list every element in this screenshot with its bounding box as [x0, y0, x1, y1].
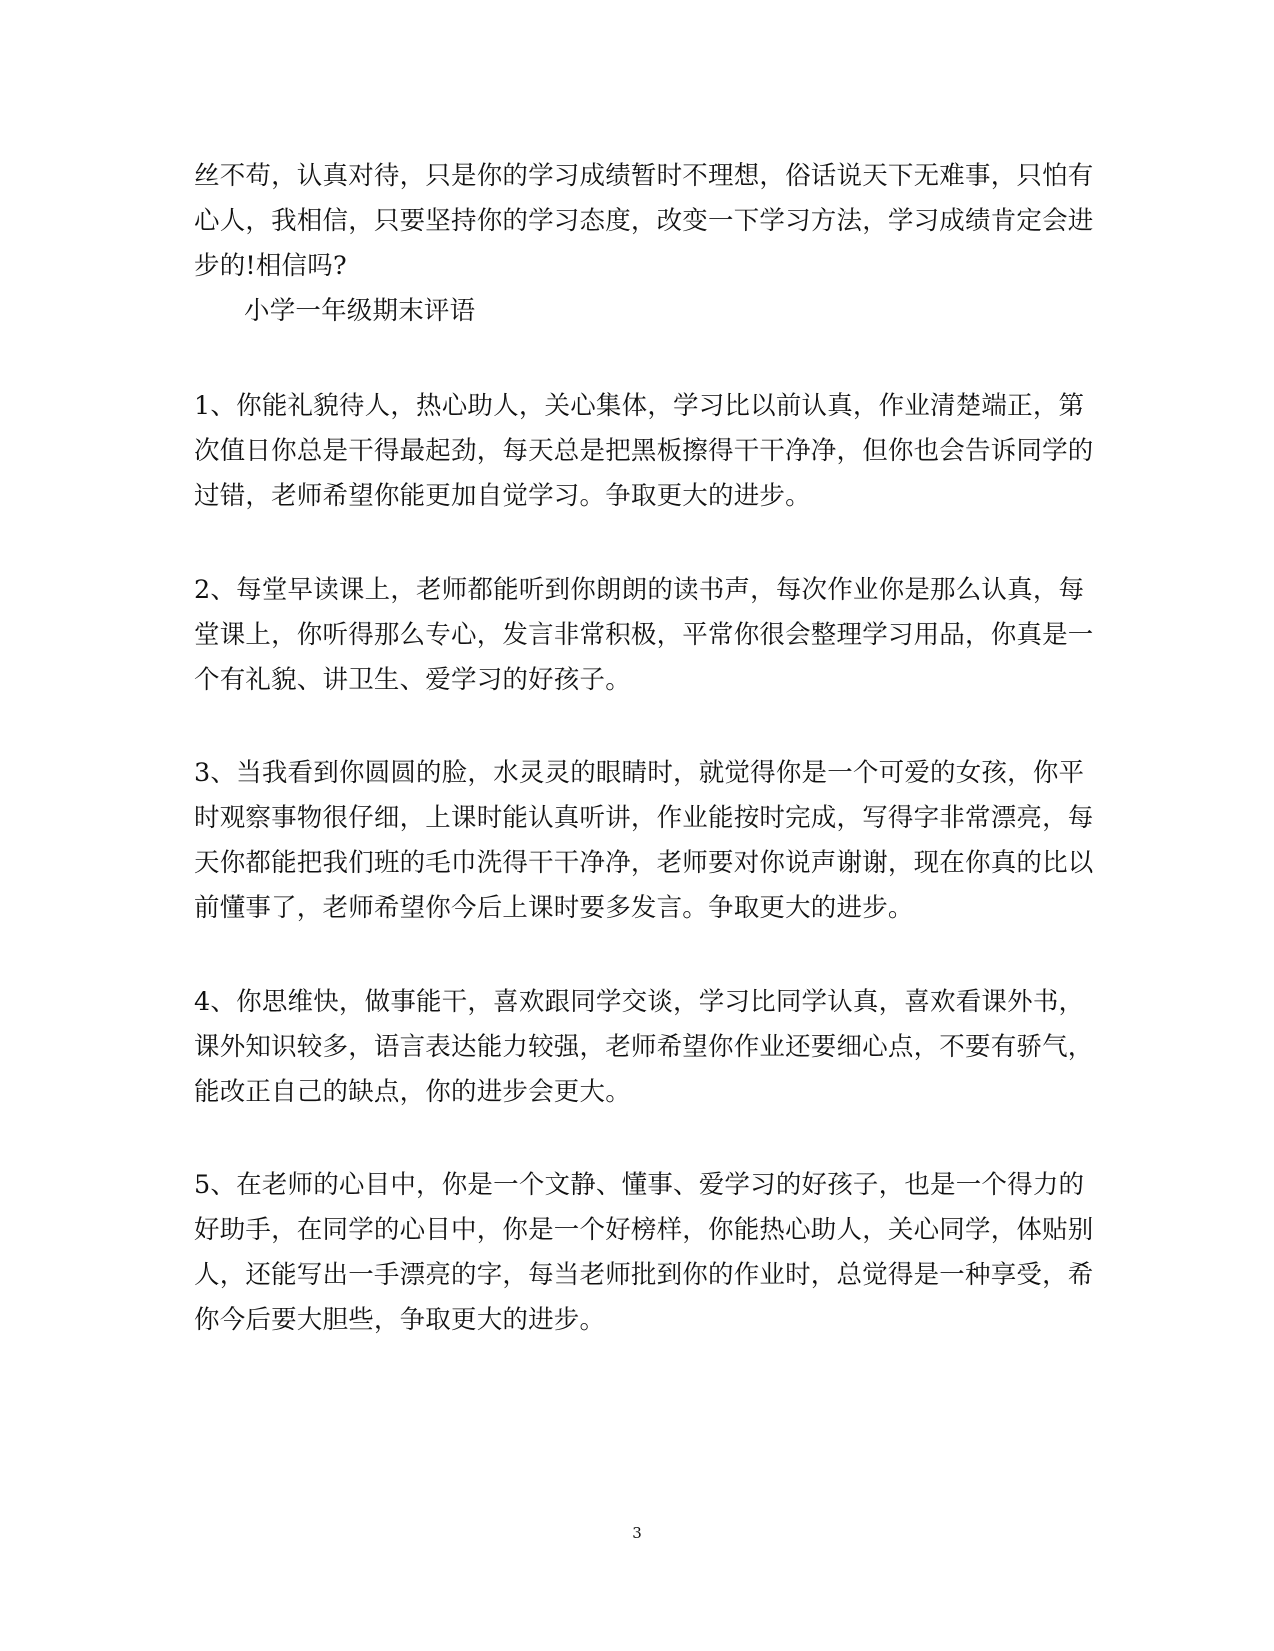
comment-1-line: 次值日你总是干得最起劲，每天总是把黑板擦得干干净净，但你也会告诉同学的	[194, 436, 1094, 466]
comment-5-line: 你今后要大胆些，争取更大的进步。	[194, 1305, 606, 1335]
intro-line: 步的!相信吗?	[194, 251, 347, 281]
comment-2-line: 2、每堂早读课上，老师都能听到你朗朗的读书声，每次作业你是那么认真，每	[194, 575, 1085, 605]
comment-2-line: 堂课上，你听得那么专心，发言非常积极，平常你很会整理学习用品，你真是一	[194, 620, 1094, 650]
comment-3-line: 3、当我看到你圆圆的脸，水灵灵的眼睛时，就觉得你是一个可爱的女孩，你平	[194, 758, 1085, 788]
comment-5-line: 5、在老师的心目中，你是一个文静、懂事、爱学习的好孩子，也是一个得力的	[194, 1170, 1085, 1200]
comment-4-line: 4、你思维快，做事能干，喜欢跟同学交谈，学习比同学认真，喜欢看课外书，	[194, 987, 1085, 1017]
intro-line: 丝不苟，认真对待，只是你的学习成绩暂时不理想，俗话说天下无难事，只怕有	[194, 161, 1094, 191]
comment-1-line: 1、你能礼貌待人，热心助人，关心集体，学习比以前认真，作业清楚端正，第	[194, 391, 1085, 421]
comment-5-line: 人，还能写出一手漂亮的字，每当老师批到你的作业时，总觉得是一种享受，希	[194, 1260, 1094, 1290]
page-number: 3	[632, 1524, 642, 1542]
comment-4-line: 能改正自己的缺点，你的进步会更大。	[194, 1077, 631, 1107]
comment-1-line: 过错，老师希望你能更加自觉学习。争取更大的进步。	[194, 481, 811, 511]
comment-5-line: 好助手，在同学的心目中，你是一个好榜样，你能热心助人，关心同学，体贴别	[194, 1215, 1094, 1245]
comment-4-line: 课外知识较多，语言表达能力较强，老师希望你作业还要细心点，不要有骄气，	[194, 1032, 1094, 1062]
intro-line: 心人，我相信，只要坚持你的学习态度，改变一下学习方法，学习成绩肯定会进	[194, 206, 1094, 236]
comment-2-line: 个有礼貌、讲卫生、爱学习的好孩子。	[194, 665, 631, 695]
comment-3-line: 时观察事物很仔细，上课时能认真听讲，作业能按时完成，写得字非常漂亮，每	[194, 803, 1094, 833]
comment-3-line: 前懂事了，老师希望你今后上课时要多发言。争取更大的进步。	[194, 893, 914, 923]
comment-3-line: 天你都能把我们班的毛巾洗得干干净净，老师要对你说声谢谢，现在你真的比以	[194, 848, 1094, 878]
section-heading: 小学一年级期末评语	[244, 296, 476, 326]
